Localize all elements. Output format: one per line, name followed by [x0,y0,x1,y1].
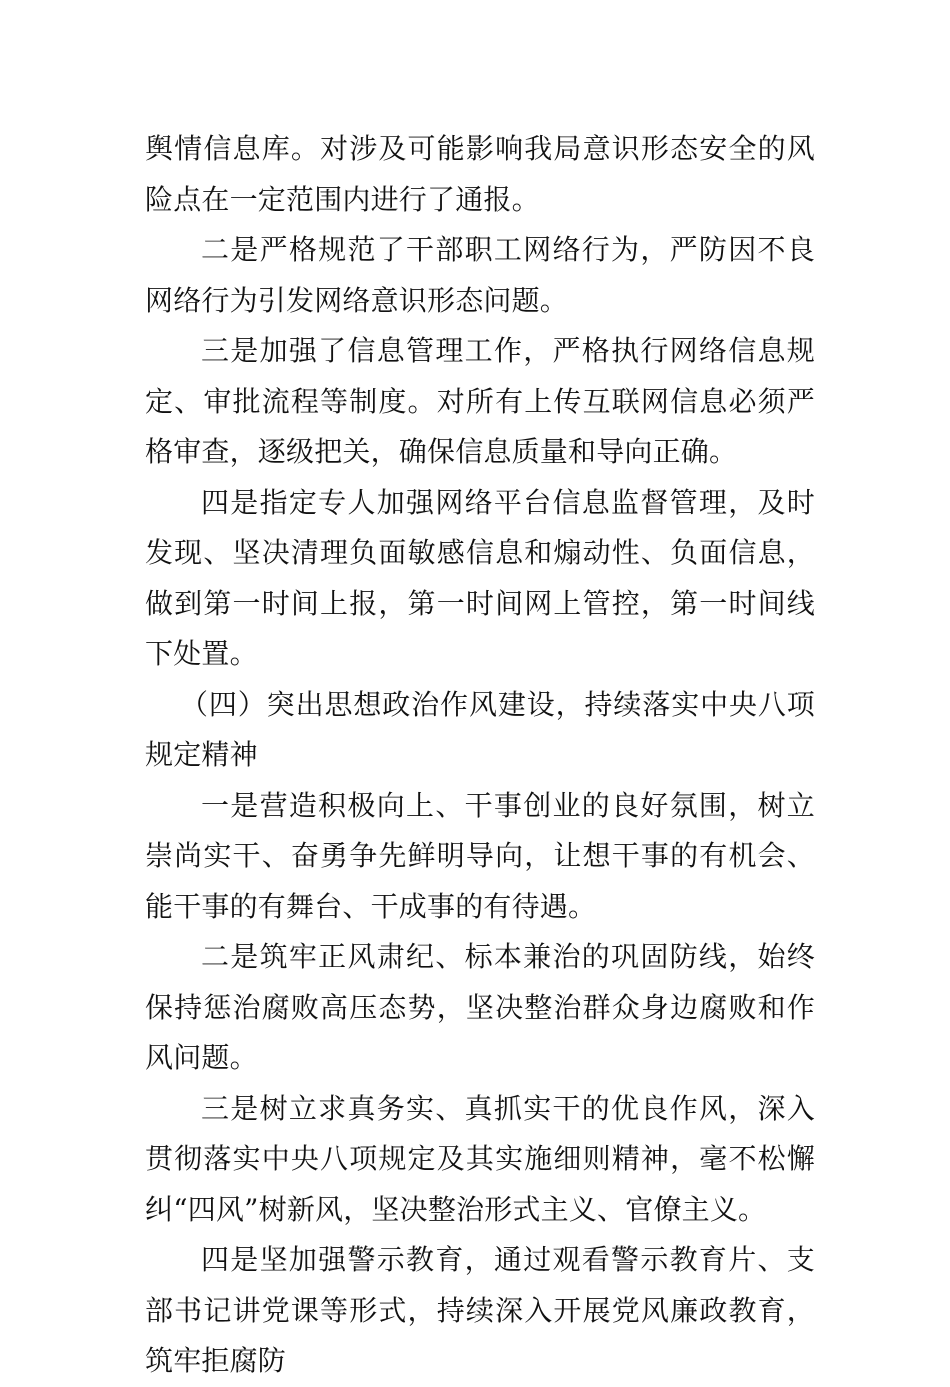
paragraph-item: 三是树立求真务实、真抓实干的优良作风，深入贯彻落实中央八项规定及其实施细则精神，毫不松懈纠“四风”树新风，坚决整治形式主义、官僚主义。 [145,1091,815,1226]
paragraph-item: 一是营造积极向上、干事创业的良好氛围，树立崇尚实干、奋勇争先鲜明导向，让想干事的有机会、能干事的有舞台、干成事的有待遇。 [145,788,815,923]
section-heading: （四）突出思想政治作风建设，持续落实中央八项规定精神 [145,687,815,771]
paragraph-item: 二是筑牢正风肃纪、标本兼治的巩固防线，始终保持惩治腐败高压态势，坚决整治群众身边腐败和作风问题。 [145,940,815,1074]
document-body [145,124,815,1387]
paragraph-item: 三是加强了信息管理工作，严格执行网络信息规定、审批流程等制度。对所有上传互联网信息必须严格审查，逐级把关，确保信息质量和导向正确。 [145,334,815,468]
paragraph-item: 二是严格规范了干部职工网络行为，严防因不良网络行为引发网络意识形态问题。 [145,233,815,317]
paragraph-continuation: 舆情信息库。对涉及可能影响我局意识形态安全的风险点在一定范围内进行了通报。 [145,132,815,216]
paragraph-item: 四是坚加强警示教育，通过观看警示教育片、支部书记讲党课等形式，持续深入开展党风廉政教育，筑牢拒腐防 [145,1243,815,1377]
paragraph-item: 四是指定专人加强网络平台信息监督管理，及时发现、坚决清理负面敏感信息和煽动性、负面信息，做到第一时间上报，第一时间网上管控，第一时间线下处置。 [145,485,815,670]
